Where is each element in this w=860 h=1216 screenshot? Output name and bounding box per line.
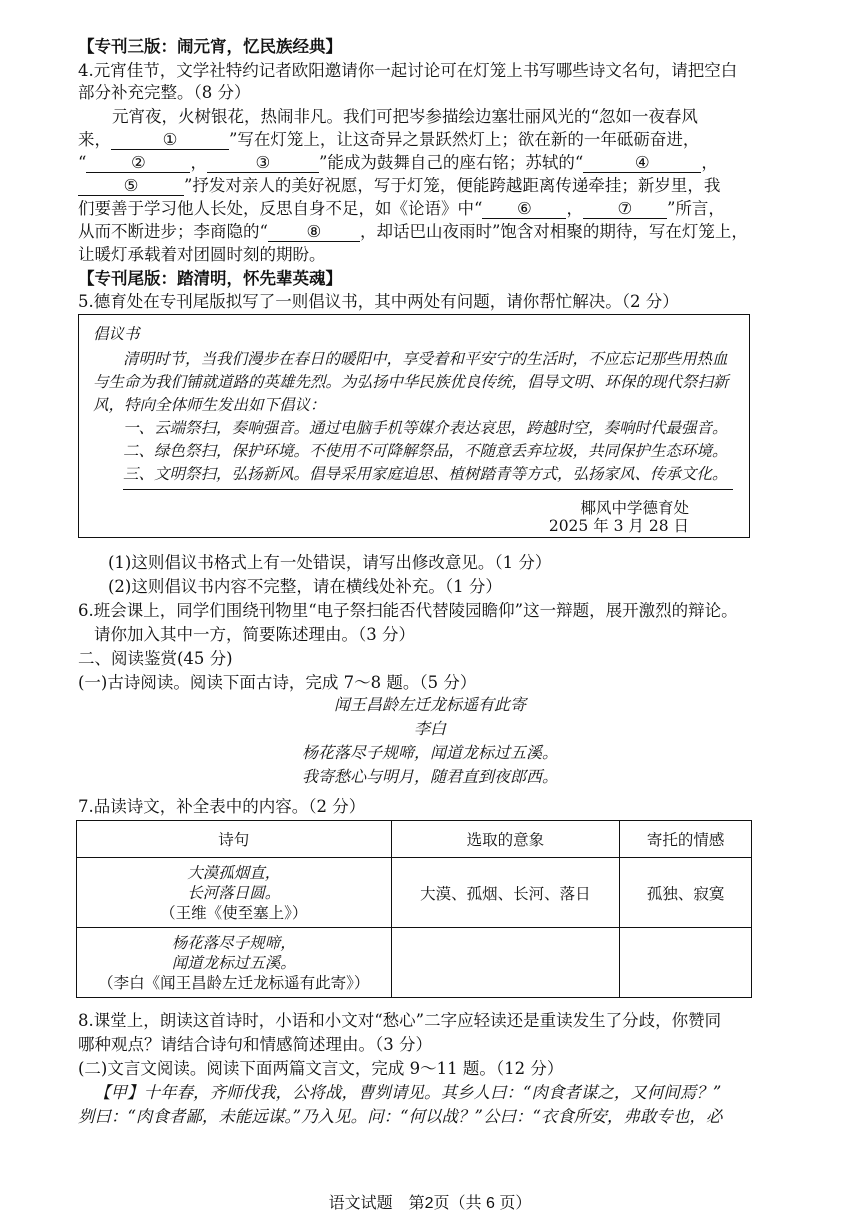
emotion-cell: 孤独、寂寞: [620, 858, 752, 928]
q4-text: “: [78, 153, 87, 172]
poem-section-heading: (一)古诗阅读。阅读下面古诗，完成 7～8 题。（5 分）: [78, 673, 477, 692]
q5-sub2: (2)这则倡议书内容不完整，请在横线处补充。（1 分）: [108, 577, 502, 596]
letter-title: 倡议书: [93, 325, 140, 343]
answer-blank-4[interactable]: ④: [583, 154, 701, 173]
answer-blank-1[interactable]: ①: [111, 131, 229, 150]
page-footer: 语文试题 第2页（共 6 页）: [328, 1195, 532, 1212]
q4-stem-line2: 部分补充完整。（8 分）: [78, 83, 251, 102]
verse-cell: [77, 858, 392, 928]
letter-line: 清明时节，当我们漫步在春日的暖阳中，享受着和平安宁的生活时，不应忘记那些用热血: [123, 350, 728, 368]
q4-text: ”所言，: [666, 199, 725, 218]
answer-blank-2[interactable]: ②: [86, 154, 190, 173]
q4-paragraph-line2: [78, 129, 790, 151]
q4-stem-line1: 4.元宵佳节，文学社特约记者欧阳邀请你一起讨论可在灯笼上书写哪些诗文名句，请把空白: [78, 61, 738, 80]
verse-source: （王维《使至塞上》）: [160, 903, 308, 922]
imagery-table: [76, 820, 752, 998]
q4-text: ，: [566, 199, 583, 218]
letter-item: 三、文明祭扫，弘扬新风。倡导采用家庭追思、植树踏青等方式，弘扬家风、传承文化。: [123, 465, 728, 483]
answer-blank-5[interactable]: ⑤: [78, 177, 184, 196]
part2-heading: 二、阅读鉴赏(45 分): [78, 649, 233, 668]
jia-line1: 【甲】十年春，齐师伐我，公将战，曹刿请见。其乡人曰：“肉食者谋之，又何间焉？”: [94, 1083, 722, 1102]
table-header: 选取的意象: [391, 821, 620, 858]
verse-text: 闻道龙标过五溪。: [171, 953, 296, 972]
letter-date: 2025 年 3 月 28 日: [548, 517, 689, 535]
table-header: 寄托的情感: [620, 821, 752, 858]
q4-paragraph-line4: [78, 175, 790, 197]
poem-author: 李白: [413, 719, 446, 738]
fill-in-line[interactable]: [123, 489, 733, 490]
answer-blank-7[interactable]: ⑦: [583, 200, 667, 219]
letter-item: 二、绿色祭扫，保护环境。不使用不可降解祭品，不随意丢弃垃圾，共同保护生态环境。: [123, 442, 728, 460]
q4-paragraph-line3: [78, 152, 790, 174]
q7-stem: 7.品读诗文，补全表中的内容。（2 分）: [78, 797, 366, 816]
jia-line2: 刿曰：“肉食者鄙，未能远谋。”乃入见。问：“何以战？”公曰：“衣食所安，弗敢专也，必: [78, 1107, 723, 1126]
q4-paragraph-line7: 让暖灯承载着对团圆时刻的期盼。: [78, 245, 326, 264]
letter-signer: 椰风中学德育处: [580, 499, 689, 517]
classical-section-heading: (二)文言文阅读。阅读下面两篇文言文，完成 9～11 题。（12 分）: [78, 1059, 564, 1078]
verse-text: 大漠孤烟直，: [187, 863, 281, 882]
answer-blank-3[interactable]: ③: [207, 154, 319, 173]
verse-text: 长河落日圆。: [187, 883, 281, 902]
q8-line2: 哪种观点？请结合诗句和情感简述理由。（3 分）: [78, 1035, 432, 1054]
letter-line: 风，特向全体师生发出如下倡议：: [93, 396, 326, 414]
imagery-cell: 大漠、孤烟、长河、落日: [391, 858, 620, 928]
imagery-answer-cell[interactable]: [391, 928, 620, 998]
q4-text: 来，: [78, 130, 111, 149]
q4-text: ，: [701, 153, 718, 172]
table-header-row: [77, 821, 752, 858]
answer-blank-8[interactable]: ⑧: [268, 223, 360, 242]
q4-text: ”能成为鼓舞自己的座右铭；苏轼的“: [318, 153, 584, 172]
section-end-heading: 【专刊尾版：踏清明，怀先辈英魂】: [78, 269, 342, 288]
section3-heading: 【专刊三版：闹元宵，忆民族经典】: [78, 37, 342, 56]
poem-title: 闻王昌龄左迁龙标遥有此寄: [333, 695, 526, 714]
q4-text: ”抒发对亲人的美好祝愿，写于灯笼，便能跨越距离传递牵挂；新岁里，我: [184, 176, 721, 195]
q4-text: ，却话巴山夜雨时”饱含对相聚的期待，写在灯笼上，: [359, 222, 748, 241]
letter-line: 与生命为我们铺就道路的英雄先烈。为弘扬中华民族优良传统，倡导文明、环保的现代祭扫新: [93, 373, 729, 391]
verse-cell: [77, 928, 392, 998]
q4-paragraph-line6: [78, 221, 790, 243]
verse-text: 杨花落尽子规啼，: [171, 933, 296, 952]
poem-line-1: 杨花落尽子规啼，闻道龙标过五溪。: [301, 743, 558, 762]
q4-text: ，: [190, 153, 207, 172]
answer-blank-6[interactable]: ⑥: [482, 200, 566, 219]
poem-line-2: 我寄愁心与明月，随君直到夜郎西。: [301, 767, 558, 786]
q8-line1: 8.课堂上，朗读这首诗时，小语和小文对“愁心”二字应轻读还是重读发生了分歧，你赞同: [78, 1011, 722, 1030]
q4-text: ”写在灯笼上，让这奇异之景跃然灯上；欲在新的一年砥砺奋进，: [229, 130, 700, 149]
table-header: 诗句: [77, 821, 392, 858]
table-row: [77, 928, 752, 998]
letter-item: 一、云端祭扫，奏响强音。通过电脑手机等媒介表达哀思，跨越时空，奏响时代最强音。: [123, 419, 728, 437]
table-row: [77, 858, 752, 928]
q6-line1: 6.班会课上，同学们围绕刊物里“电子祭扫能否代替陵园瞻仰”这一辩题，展开激烈的辩论。: [78, 601, 738, 620]
q4-paragraph-line5: [78, 198, 790, 220]
q5-sub1: (1)这则倡议书格式上有一处错误，请写出修改意见。（1 分）: [108, 553, 552, 572]
proposal-letter-box: [78, 314, 750, 538]
q6-line2: 请你加入其中一方，简要陈述理由。（3 分）: [94, 625, 415, 644]
q5-stem: 5.德育处在专刊尾版拟写了一则倡议书，其中两处有问题，请你帮忙解决。（2 分）: [78, 292, 679, 311]
q4-paragraph-line1: 元宵夜，火树银花，热闹非凡。我们可把岑参描绘边塞壮丽风光的“忽如一夜春风: [112, 107, 698, 126]
q4-text: 从而不断进步；李商隐的“: [78, 222, 268, 241]
verse-source: （李白《闻王昌龄左迁龙标遥有此寄》）: [98, 973, 370, 992]
emotion-answer-cell[interactable]: [620, 928, 752, 998]
q4-text: 们要善于学习他人长处，反思自身不足，如《论语》中“: [78, 199, 483, 218]
